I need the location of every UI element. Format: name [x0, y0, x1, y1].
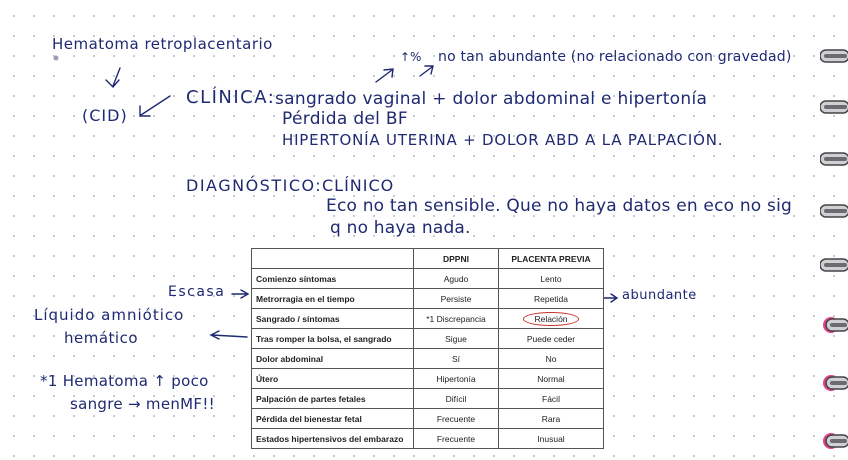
binding-ring-icon [820, 98, 848, 116]
arrow-up-from-clinica [376, 69, 393, 82]
row-label: Estados hipertensivos del embarazo [252, 429, 414, 449]
table-row [252, 429, 604, 449]
arrow-down-to-cid [106, 68, 120, 87]
diagnostico-line-1: CLÍNICO [322, 176, 395, 195]
note-bleeding-amount: no tan abundante (no relacionado con gravedad) [438, 49, 792, 65]
clinica-line-1: sangrado vaginal + dolor abdominal e hipertonía [275, 89, 708, 109]
table-row [252, 329, 604, 349]
arrow-to-abundante [604, 294, 617, 302]
dppni-cell: Sí [414, 349, 499, 369]
arrow-to-note-top [420, 66, 433, 76]
placenta-previa-cell: No [499, 349, 604, 369]
note-hematoma-line-1: *1 Hematoma ↑ poco [40, 372, 209, 390]
table-header-dppni: DPPNI [414, 249, 499, 269]
placenta-previa-cell [499, 309, 604, 329]
row-label: Tras romper la bolsa, el sangrado [252, 329, 414, 349]
table-row [252, 369, 604, 389]
binding-ring-icon [820, 202, 848, 220]
note-liquido-line-2: hemático [64, 329, 139, 347]
dppni-cell: Frecuente [414, 429, 499, 449]
placenta-previa-cell: Rara [499, 409, 604, 429]
row-label: Sangrado / síntomas [252, 309, 414, 329]
placenta-previa-cell: Inusual [499, 429, 604, 449]
note-abundante: abundante [622, 288, 697, 303]
dppni-cell: *1 Discrepancia [414, 309, 499, 329]
placenta-previa-cell: Repetida [499, 289, 604, 309]
note-liquido-line-1: Líquido amniótico [34, 306, 185, 324]
comparison-table [251, 248, 604, 449]
diagnostico-line-2: Eco no tan sensible. Que no haya datos en eco no sig [326, 196, 792, 216]
table-header-row [252, 249, 604, 269]
arrow-to-metrorragia [232, 290, 248, 298]
placenta-previa-cell: Fácil [499, 389, 604, 409]
dppni-cell: Difícil [414, 389, 499, 409]
arrow-from-sangrado [211, 331, 247, 339]
clinica-label: CLÍNICA: [186, 87, 276, 108]
dppni-cell: Persiste [414, 289, 499, 309]
row-label: Dolor abdominal [252, 349, 414, 369]
binding-ring-icon [820, 256, 848, 274]
row-label: Útero [252, 369, 414, 389]
row-label: Palpación de partes fetales [252, 389, 414, 409]
table-row [252, 409, 604, 429]
dppni-cell: Hipertonía [414, 369, 499, 389]
table-row [252, 389, 604, 409]
binding-ring-icon [820, 374, 848, 392]
table-header-empty [252, 249, 414, 269]
note-escasa: Escasa [168, 284, 226, 300]
note-title: Hematoma retroplacentario [52, 35, 273, 53]
table-row [252, 309, 604, 329]
row-label: Comienzo síntomas [252, 269, 414, 289]
table-row [252, 269, 604, 289]
arrow-to-cid [140, 96, 170, 116]
table-header-placenta-previa: PLACENTA PREVIA [499, 249, 604, 269]
placenta-previa-cell: Lento [499, 269, 604, 289]
diagnostico-label: DIAGNÓSTICO: [186, 176, 323, 195]
clinica-line-2: Pérdida del BF [282, 109, 408, 129]
binding-ring-icon [820, 47, 848, 65]
percent-mark: ↑% [400, 50, 422, 64]
note-hematoma-line-2: sangre → menMF!! [70, 395, 215, 413]
binding-ring-icon [820, 432, 848, 450]
row-label: Pérdida del bienestar fetal [252, 409, 414, 429]
dppni-cell: Sigue [414, 329, 499, 349]
binding-ring-icon [820, 150, 848, 168]
placenta-previa-cell: Puede ceder [499, 329, 604, 349]
relacion-circled: Relación [523, 312, 578, 326]
dppni-cell: Agudo [414, 269, 499, 289]
table-row [252, 349, 604, 369]
diagnostico-line-3: q no haya nada. [330, 218, 471, 238]
binding-ring-icon [820, 316, 848, 334]
note-cid: (CID) [82, 106, 128, 125]
placenta-previa-cell: Normal [499, 369, 604, 389]
clinica-line-3: HIPERTONÍA UTERINA + DOLOR ABD A LA PALPACIÓN. [282, 131, 724, 149]
row-label: Metrorragia en el tiempo [252, 289, 414, 309]
dppni-cell: Frecuente [414, 409, 499, 429]
table-row [252, 289, 604, 309]
bullet-dot [54, 56, 59, 61]
